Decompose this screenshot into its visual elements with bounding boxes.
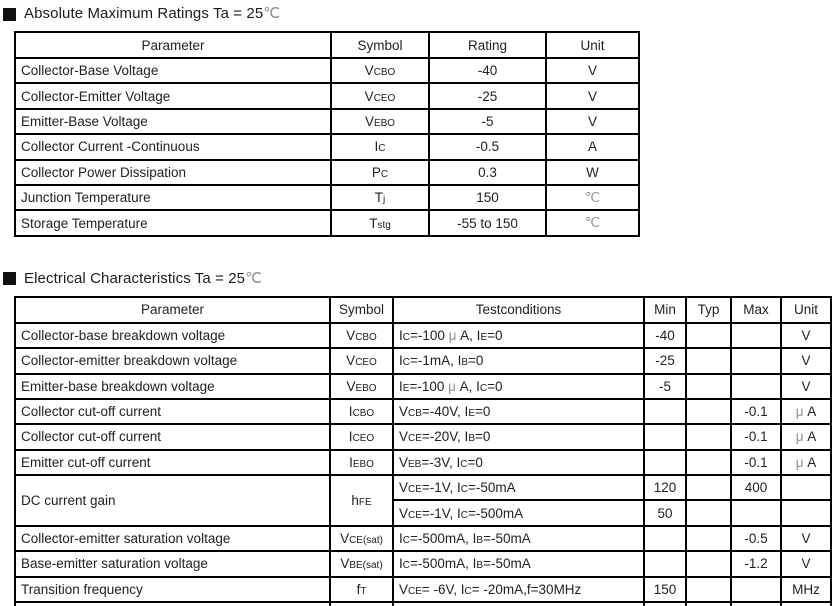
subscript: C bbox=[402, 331, 410, 343]
table-cell bbox=[546, 185, 639, 210]
table-cell: -40 bbox=[644, 323, 686, 348]
table-cell bbox=[781, 500, 831, 525]
table-row bbox=[15, 160, 639, 185]
table-cell bbox=[731, 500, 781, 525]
table-cell bbox=[686, 577, 731, 602]
table-cell: A bbox=[546, 134, 639, 159]
table-cell bbox=[393, 602, 644, 606]
table-cell bbox=[731, 374, 781, 399]
table-cell: μ A bbox=[781, 450, 831, 475]
muted-glyph: μ bbox=[795, 404, 804, 420]
table-row bbox=[15, 475, 831, 500]
table-cell bbox=[731, 323, 781, 348]
subscript: C bbox=[460, 509, 469, 521]
table-cell: VBE(sat) bbox=[330, 551, 393, 576]
table-cell bbox=[686, 526, 731, 551]
absolute-maximum-ratings-table bbox=[14, 31, 836, 237]
table-cell: VCB=-40V, IE=0 bbox=[393, 399, 644, 424]
table-cell: MHz bbox=[781, 577, 831, 602]
table-cell: VCE=-1V, IC=-500mA bbox=[393, 500, 644, 525]
table-cell: ICBO bbox=[330, 399, 393, 424]
table-cell bbox=[686, 374, 731, 399]
table-cell: V bbox=[781, 374, 831, 399]
table-cell: V bbox=[781, 551, 831, 576]
section-electrical-characteristics bbox=[3, 270, 836, 606]
column-header: Unit bbox=[546, 32, 639, 58]
table-cell: VCBO bbox=[330, 323, 393, 348]
table-cell: VCE= -6V, IC= -20mA,f=30MHz bbox=[393, 577, 644, 602]
table-cell: -5 bbox=[644, 374, 686, 399]
section-bullet-icon bbox=[3, 8, 16, 21]
subscript: CE(sat) bbox=[349, 535, 383, 547]
table-cell: -5 bbox=[429, 109, 546, 134]
table-cell: -25 bbox=[644, 348, 686, 373]
table-cell: Storage Temperature bbox=[15, 210, 331, 235]
subscript: E bbox=[480, 331, 488, 343]
table-row bbox=[15, 348, 831, 373]
table-cell: -1.2 bbox=[731, 551, 781, 576]
subscript: CEO bbox=[352, 433, 375, 445]
table-cell bbox=[781, 475, 831, 500]
subscript: B bbox=[476, 560, 484, 572]
table-cell: Collector cut-off current bbox=[15, 424, 330, 449]
table-cell bbox=[644, 424, 686, 449]
subscript: B bbox=[476, 535, 484, 547]
column-header: Max bbox=[731, 297, 781, 323]
muted-glyph: μ bbox=[448, 327, 457, 343]
table-cell: Collector Power Dissipation bbox=[15, 160, 331, 185]
table-row bbox=[15, 210, 639, 235]
table-cell: Collector-base breakdown voltage bbox=[15, 323, 330, 348]
table-cell: ICEO bbox=[330, 424, 393, 449]
subscript: CBO bbox=[373, 67, 396, 79]
table-cell: -0.1 bbox=[731, 450, 781, 475]
muted-glyph: μ bbox=[795, 454, 804, 470]
subscript: C bbox=[464, 585, 472, 597]
table-cell: V bbox=[546, 109, 639, 134]
column-header: Parameter bbox=[15, 297, 330, 323]
table-cell bbox=[686, 348, 731, 373]
table-cell: -55 to 150 bbox=[429, 210, 546, 235]
table-row bbox=[15, 551, 831, 576]
table-cell bbox=[686, 500, 731, 525]
subscript: FE bbox=[358, 496, 372, 508]
subscript: T bbox=[360, 585, 367, 597]
subscript: C bbox=[378, 143, 386, 155]
subscript: CBO bbox=[355, 331, 377, 343]
table-row bbox=[15, 450, 831, 475]
table-cell: hFE bbox=[330, 475, 393, 526]
subscript: E bbox=[402, 382, 410, 394]
subscript: EB bbox=[408, 458, 422, 470]
table-cell: V bbox=[781, 323, 831, 348]
table-cell: fT bbox=[330, 577, 393, 602]
table-cell bbox=[546, 210, 639, 235]
subscript: CB bbox=[408, 408, 422, 420]
section-title-text: Absolute Maximum Ratings Ta = 25℃ bbox=[24, 5, 281, 22]
electrical-characteristics-table bbox=[14, 296, 836, 606]
table-cell: 120 bbox=[644, 475, 686, 500]
table-cell: 50 bbox=[644, 500, 686, 525]
muted-glyph: ℃ bbox=[584, 215, 601, 231]
table-cell: 0.3 bbox=[429, 160, 546, 185]
table-cell bbox=[686, 551, 731, 576]
table-cell: IE=-100 μ A, IC=0 bbox=[393, 374, 644, 399]
table-cell: Collector cut-off current bbox=[15, 399, 330, 424]
table-cell: V bbox=[781, 348, 831, 373]
table-cell: IC=-1mA, IB=0 bbox=[393, 348, 644, 373]
table-cell: VEBO bbox=[331, 109, 429, 134]
column-header: Testconditions bbox=[393, 297, 644, 323]
table-cell: DC current gain bbox=[15, 475, 330, 526]
table-cell: 150 bbox=[644, 577, 686, 602]
table-cell: V bbox=[546, 58, 639, 83]
table-cell bbox=[644, 450, 686, 475]
table-cell: Emitter cut-off current bbox=[15, 450, 330, 475]
subscript: B bbox=[461, 357, 469, 369]
subscript: CE bbox=[408, 585, 422, 597]
table-cell bbox=[644, 526, 686, 551]
table-cell: IC bbox=[331, 134, 429, 159]
table-cell bbox=[644, 399, 686, 424]
table-cell: VCE=-20V, IB=0 bbox=[393, 424, 644, 449]
table-row bbox=[15, 374, 831, 399]
table-cell: VEB=-3V, IC=0 bbox=[393, 450, 644, 475]
muted-glyph: ℃ bbox=[584, 189, 601, 205]
table-cell bbox=[731, 602, 781, 606]
table-cell: Base-emitter saturation voltage bbox=[15, 551, 330, 576]
table-cell: Tstg bbox=[331, 210, 429, 235]
muted-glyph: ℃ bbox=[263, 5, 281, 22]
column-header: Typ bbox=[686, 297, 731, 323]
subscript: C bbox=[460, 458, 468, 470]
table-cell bbox=[686, 323, 731, 348]
table-row bbox=[15, 399, 831, 424]
subscript: CE bbox=[408, 509, 422, 521]
table-cell: W bbox=[546, 160, 639, 185]
subscript: CEO bbox=[373, 92, 396, 104]
table-row bbox=[15, 185, 639, 210]
table-cell: μ A bbox=[781, 399, 831, 424]
table-row bbox=[15, 424, 831, 449]
table-cell: VCE(sat) bbox=[330, 526, 393, 551]
table-row bbox=[15, 323, 831, 348]
data-table bbox=[14, 31, 640, 237]
table-row bbox=[15, 526, 831, 551]
column-header: Unit bbox=[781, 297, 831, 323]
column-header: Rating bbox=[429, 32, 546, 58]
table-cell: Emitter-base breakdown voltage bbox=[15, 374, 330, 399]
table-cell bbox=[644, 551, 686, 576]
table-cell: Emitter-Base Voltage bbox=[15, 109, 331, 134]
table-cell: IC=-100 μ A, IE=0 bbox=[393, 323, 644, 348]
table-cell: IC=-500mA, IB=-50mA bbox=[393, 526, 644, 551]
table-cell: -25 bbox=[429, 83, 546, 108]
table-cell: Collector-emitter saturation voltage bbox=[15, 526, 330, 551]
table-cell bbox=[731, 348, 781, 373]
table-row bbox=[15, 577, 831, 602]
subscript: CBO bbox=[352, 408, 375, 420]
table-cell: VCEO bbox=[331, 83, 429, 108]
table-cell: Collector Current -Continuous bbox=[15, 134, 331, 159]
table-cell bbox=[686, 450, 731, 475]
table-cell: Collector-Emitter Voltage bbox=[15, 83, 331, 108]
muted-glyph: ℃ bbox=[245, 269, 263, 287]
table-cell: 150 bbox=[429, 185, 546, 210]
section-bullet-icon bbox=[3, 272, 16, 285]
table-cell: 400 bbox=[731, 475, 781, 500]
table-cell: -0.1 bbox=[731, 399, 781, 424]
table-cell: -0.5 bbox=[429, 134, 546, 159]
subscript: EBO bbox=[355, 382, 377, 394]
table-cell: VCBO bbox=[331, 58, 429, 83]
table-cell: PC bbox=[331, 160, 429, 185]
table-cell: Tj bbox=[331, 185, 429, 210]
table-cell: Transition frequency bbox=[15, 577, 330, 602]
table-cell bbox=[330, 602, 393, 606]
table-cell: -0.1 bbox=[731, 424, 781, 449]
subscript: C bbox=[380, 168, 389, 180]
table-cell: VCE=-1V, IC=-50mA bbox=[393, 475, 644, 500]
table-cell: μ A bbox=[781, 424, 831, 449]
table-cell: VEBO bbox=[330, 374, 393, 399]
subscript: C bbox=[460, 484, 469, 496]
subscript: CEO bbox=[355, 357, 377, 369]
table-cell bbox=[686, 475, 731, 500]
subscript: EBO bbox=[352, 458, 374, 470]
section-title-text: Electrical Characteristics Ta = 25℃ bbox=[24, 269, 263, 287]
table-cell bbox=[731, 577, 781, 602]
subscript: CE bbox=[408, 484, 422, 496]
subscript: BE(sat) bbox=[349, 560, 383, 572]
data-table bbox=[14, 296, 832, 606]
muted-glyph: μ bbox=[795, 429, 804, 445]
table-cell: Junction Temperature bbox=[15, 185, 331, 210]
muted-glyph: μ bbox=[448, 378, 456, 394]
table-row bbox=[15, 58, 639, 83]
table-row bbox=[15, 109, 639, 134]
subscript: j bbox=[383, 194, 386, 206]
table-cell: V bbox=[546, 83, 639, 108]
table-cell bbox=[686, 602, 731, 606]
table-cell: V bbox=[781, 526, 831, 551]
subscript: EBO bbox=[373, 117, 396, 129]
section-title-absolute-maximum-ratings bbox=[3, 5, 836, 23]
table-cell bbox=[644, 602, 686, 606]
table-cell: IC=-500mA, IB=-50mA bbox=[393, 551, 644, 576]
table-cell: IEBO bbox=[330, 450, 393, 475]
table-cell bbox=[686, 399, 731, 424]
column-header: Symbol bbox=[331, 32, 429, 58]
header-row bbox=[15, 297, 831, 323]
section-absolute-maximum-ratings bbox=[3, 0, 836, 237]
table-cell bbox=[781, 602, 831, 606]
table-row bbox=[15, 134, 639, 159]
subscript: B bbox=[468, 433, 475, 445]
table-cell: Collector-emitter breakdown voltage bbox=[15, 348, 330, 373]
table-cell bbox=[686, 424, 731, 449]
table-cell: -40 bbox=[429, 58, 546, 83]
table-cell bbox=[15, 602, 330, 606]
subscript: E bbox=[468, 408, 475, 420]
subscript: C bbox=[402, 357, 410, 369]
column-header: Symbol bbox=[330, 297, 393, 323]
subscript: stg bbox=[377, 219, 391, 231]
table-row bbox=[15, 83, 639, 108]
table-cell: VCEO bbox=[330, 348, 393, 373]
column-header: Parameter bbox=[15, 32, 331, 58]
column-header: Min bbox=[644, 297, 686, 323]
subscript: C bbox=[402, 560, 410, 572]
section-title-electrical-characteristics bbox=[3, 270, 836, 288]
subscript: CE bbox=[408, 433, 422, 445]
table-cell: -0.5 bbox=[731, 526, 781, 551]
truncated-row bbox=[15, 602, 831, 606]
table-cell: Collector-Base Voltage bbox=[15, 58, 331, 83]
header-row bbox=[15, 32, 639, 58]
subscript: C bbox=[479, 382, 488, 394]
subscript: C bbox=[402, 535, 410, 547]
